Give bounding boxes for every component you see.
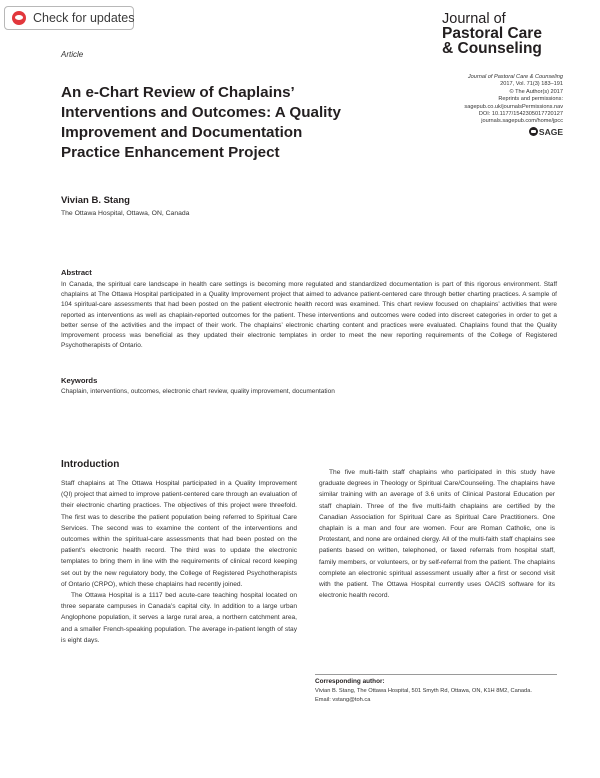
journal-logo-line-3: & Counseling bbox=[442, 40, 542, 57]
corresponding-author-email[interactable]: Email: vstang@toh.ca bbox=[315, 697, 371, 704]
title-line-3: Improvement and Documentation bbox=[61, 124, 303, 141]
journal-logo-line-2: Pastoral Care bbox=[442, 25, 542, 42]
corresponding-author-heading: Corresponding author: bbox=[315, 678, 385, 685]
meta-copyright: © The Author(s) 2017 bbox=[509, 88, 563, 95]
meta-volume: 2017, Vol. 71(3) 183–191 bbox=[500, 81, 563, 88]
publication-meta bbox=[393, 74, 563, 137]
sage-logo bbox=[393, 127, 563, 137]
sage-icon bbox=[529, 127, 538, 136]
intro-paragraph-3: The five multi-faith staff chaplains who participated in this study have graduate degrees in Theology or Spiritual Care/Counseling. The chaplains have similar training with an average of 3.6 units of Clinical Pastoral Education per staff chaplain. Three of the five multi-faith chaplains are certified by the Canadian Association for Spiritual Care as Spiritual Care Practitioners. One chaplain is a man and four are women. Four are Roman Catholic, one is Protestant, and none are ordained clergy. All of the multi-faith staff chaplains see patients based on written, telephoned, or faxed referrals from hospital staff, family members, or volunteers, or by self-referral from the patient. The chaplains complete an electronic spiritual assessment usually after a first or second visit with the patient. The Ottawa Hospital currently uses OACIS software for its electronic health record. bbox=[319, 469, 555, 600]
abstract-heading: Abstract bbox=[61, 268, 92, 277]
meta-journal-name: Journal of Pastoral Care & Counseling bbox=[467, 74, 563, 80]
author-name: Vivian B. Stang bbox=[61, 195, 130, 206]
introduction-heading: Introduction bbox=[61, 459, 120, 470]
title-line-1: An e-Chart Review of Chaplains’ bbox=[61, 84, 295, 101]
article-title bbox=[61, 83, 361, 163]
crossmark-icon bbox=[12, 11, 26, 25]
journal-logo-line-1: Journal of bbox=[442, 11, 506, 27]
corresponding-author-block bbox=[315, 674, 557, 703]
corresponding-author-address: Vivian B. Stang, The Ottawa Hospital, 501 Smyth Rd, Ottawa, ON, K1H 8M2, Canada. bbox=[315, 688, 532, 694]
check-for-updates-label: Check for updates bbox=[33, 11, 135, 25]
meta-reprints: Reprints and permissions: bbox=[498, 96, 563, 103]
body-column-right bbox=[319, 467, 555, 601]
keywords-text: Chaplain, interventions, outcomes, electronic chart review, quality improvement, documentation bbox=[61, 388, 335, 395]
title-line-2: Interventions and Outcomes: A Quality bbox=[61, 104, 341, 121]
sage-wordmark: SAGE bbox=[538, 126, 563, 137]
journal-logo bbox=[442, 12, 592, 56]
keywords-heading: Keywords bbox=[61, 376, 98, 385]
intro-paragraph-1: Staff chaplains at The Ottawa Hospital participated in a Quality Improvement (QI) project that aimed to improve patient-centered care through an evaluation of their electronic charting practices. The objectives of this project were threefold. The first was to describe the patient population being referred to Spiritual Care Services. The second was to examine the content of the interventions and outcomes within the spiritual-care assessments that had been posted on the patient’s electronic health record. The third was to update the electronic templates to bring them in line with the requirements of clinical record keeping set out by the new regulatory body, the College of Registered Psychotherapists of Ontario (CRPO), which these chaplains had recently joined. bbox=[61, 480, 297, 588]
title-line-4: Practice Enhancement Project bbox=[61, 144, 280, 161]
meta-reprints-link[interactable]: sagepub.co.uk/journalsPermissions.nav bbox=[464, 103, 563, 110]
meta-doi[interactable]: DOI: 10.1177/1542305017720127 bbox=[478, 111, 563, 118]
check-for-updates-button[interactable] bbox=[4, 6, 134, 30]
meta-journal-link[interactable]: journals.sagepub.com/home/jpcc bbox=[481, 118, 563, 125]
author-affiliation: The Ottawa Hospital, Ottawa, ON, Canada bbox=[61, 210, 190, 217]
body-column-left bbox=[61, 478, 297, 646]
abstract-text: In Canada, the spiritual care landscape in health care settings is becoming more regulated and standardized documentation is part of this rigorous environment. Staff chaplains at The Ottawa Hospital participated in a Quality Improvement project that aimed to advance patient-centered care through better charting practices. A sample of 104 spiritual-care assessments that had been posted on the patient electronic health record was examined. This chart review focused on chaplains’ activities that were reported as interventions as well as chaplain-reported outcomes for the patient. These interventions and outcomes were coded into discreet categories in order to get a better sense of the activities and the impact of their work. The chaplains’ electronic charting content and practices were evaluated. Chaplains found that the Quality Improvement process was beneficial as they updated their electronic templates in order to meet the new reporting requirements of the College of Registered Psychotherapists of Ontario. bbox=[61, 281, 557, 350]
intro-paragraph-2: The Ottawa Hospital is a 1117 bed acute-care teaching hospital located on three separate campuses in Canada’s capital city. In addition to a large urban Anglophone population, it serves a large rural area, a northern catchment area, and a smaller French-speaking population. The average in-patient length of stay is eight days. bbox=[61, 592, 297, 644]
article-type: Article bbox=[61, 50, 84, 59]
